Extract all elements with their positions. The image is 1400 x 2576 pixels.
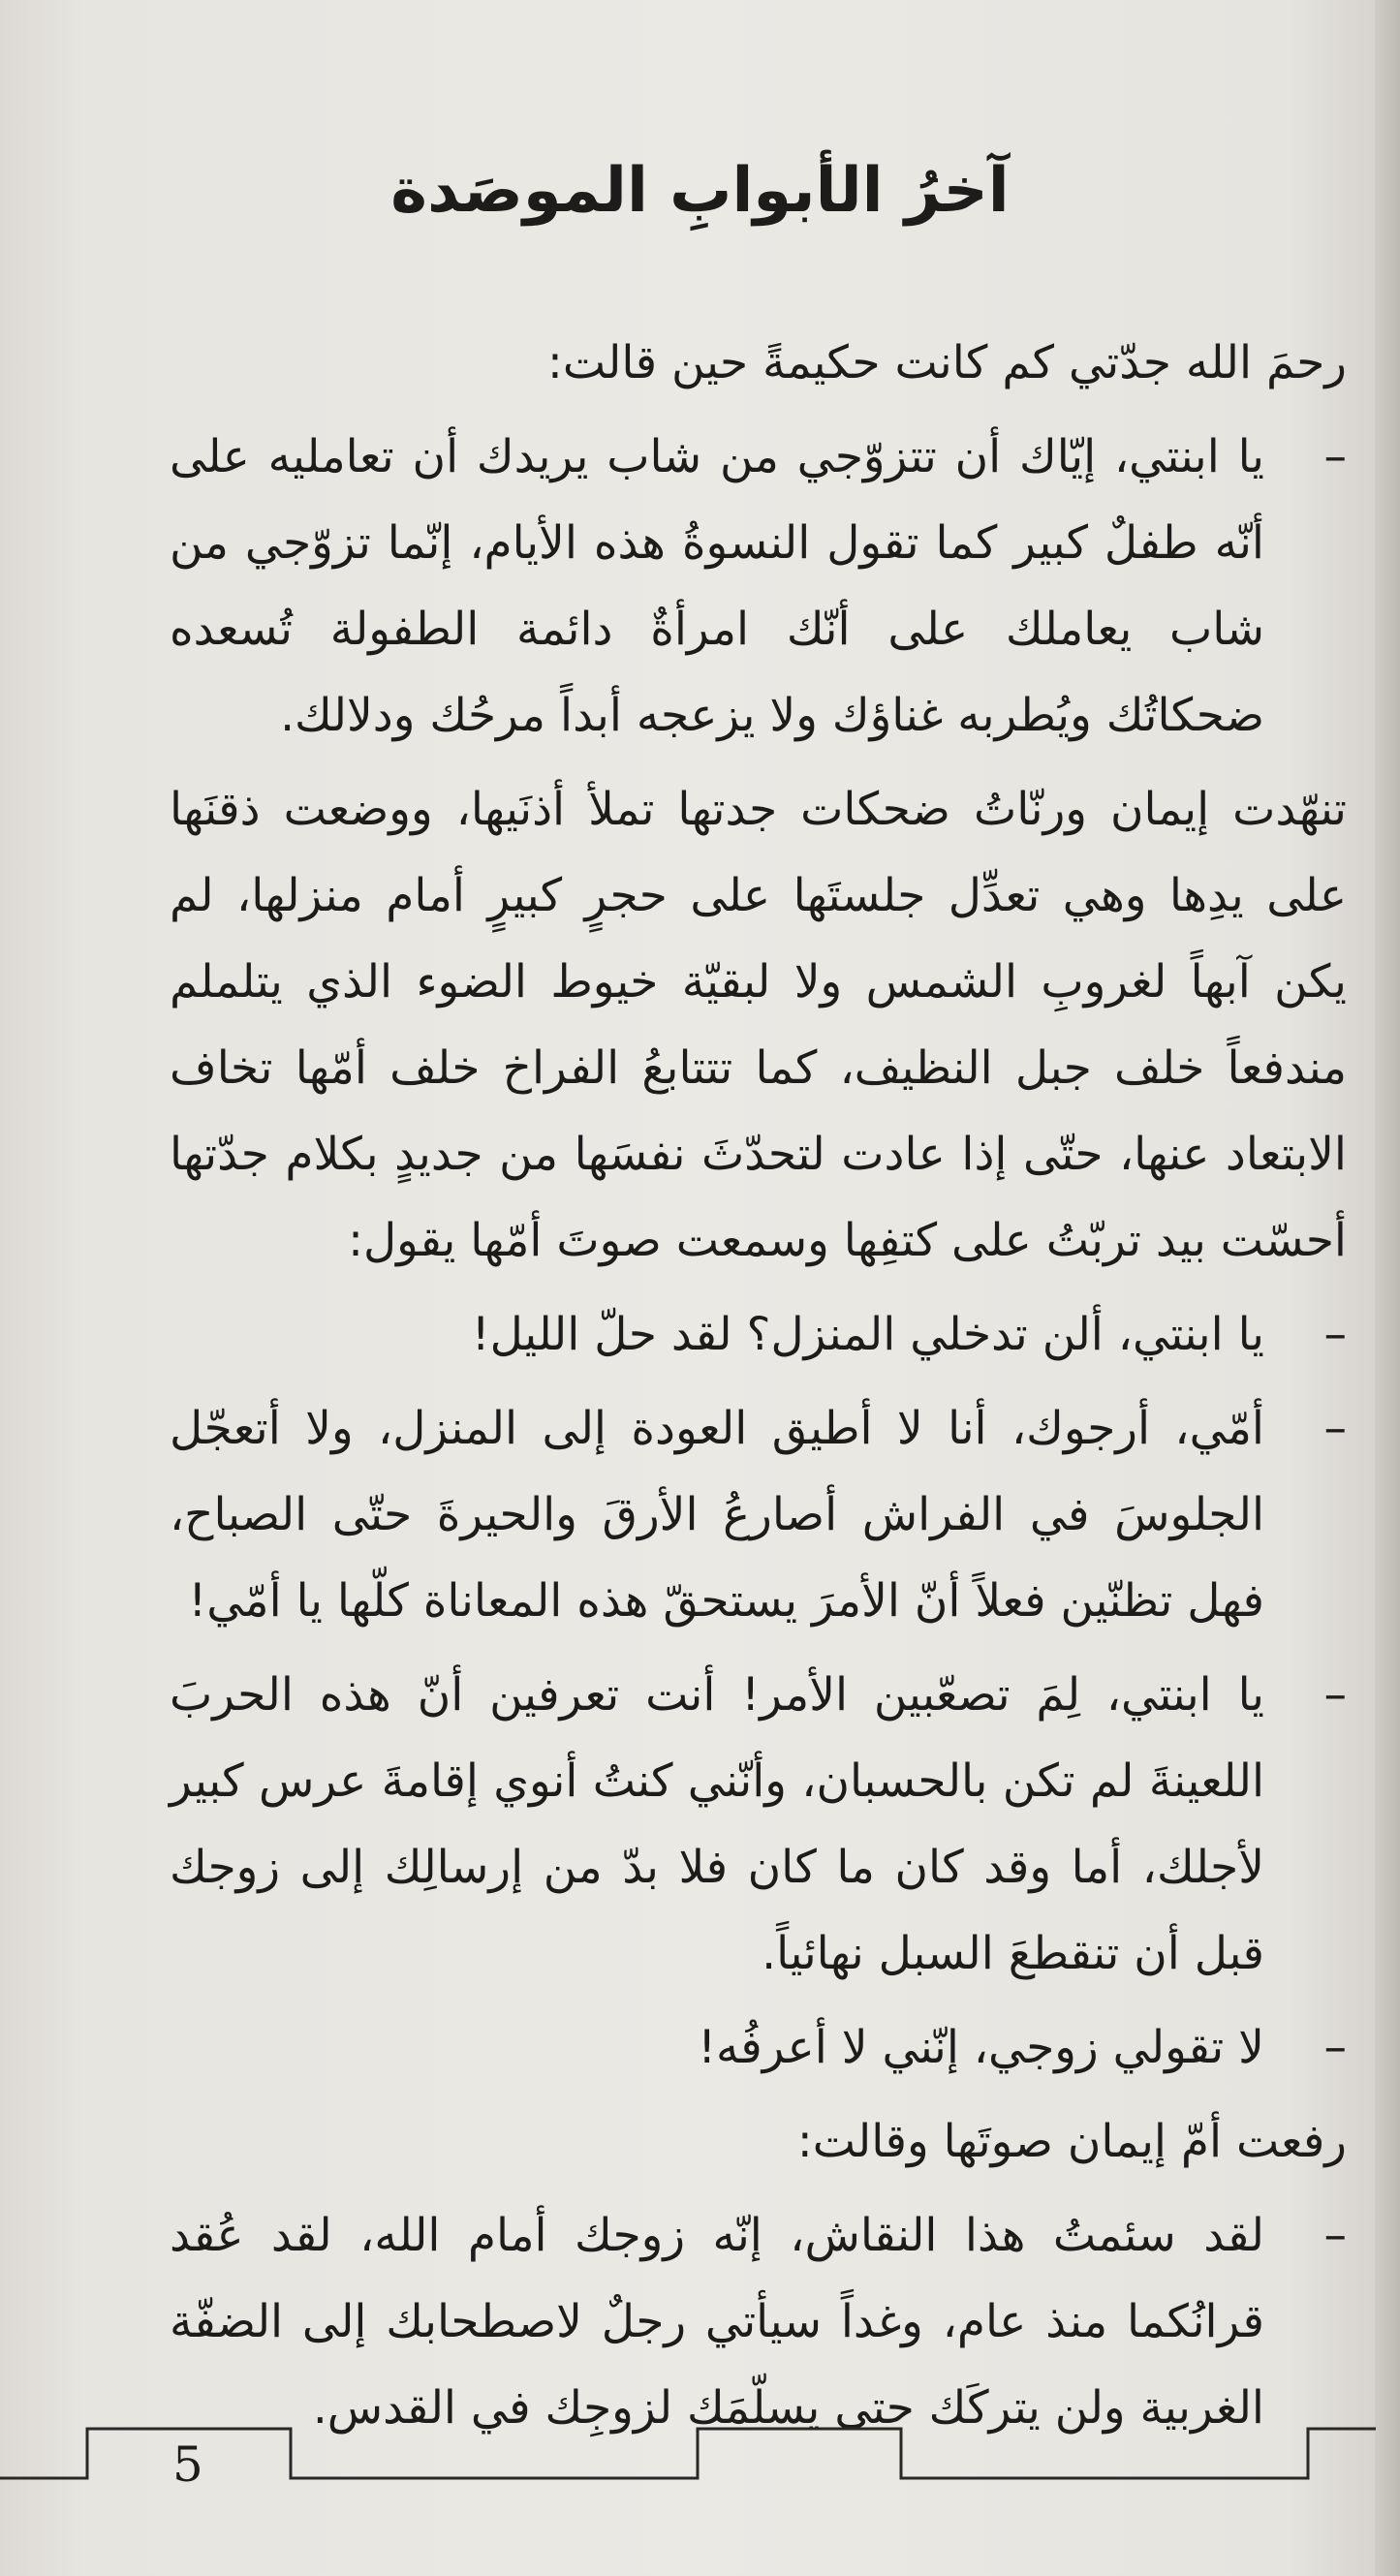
dialogue-text: يا ابنتي، إيّاك أن تتزوّجي من شاب يريدك أن تعامليه على أنّه طفلٌ كبير كما تقول النسوةُ هذه الأيام، إنّما تزوّجي من شاب يعاملك على أنّك امرأةٌ دائمة الطفولة تُسعده ضحكاتُك ويُطربه غناؤك ولا يزعجه أبداً مرحُك ودلالك. <box>170 430 1264 742</box>
dialogue-dash: – <box>1323 2021 1347 2074</box>
dialogue-text: أمّي، أرجوك، أنا لا أطيق العودة إلى المنزل، ولا أتعجّل الجلوسَ في الفراش أصارعُ الأرقَ والحيرةَ حتّى الصباح، فهل تظنّين فعلاً أنّ الأمرَ يستحقّ هذه المعاناة كلّها يا أمّي! <box>170 1402 1264 1628</box>
dialogue-dash: – <box>1323 430 1347 483</box>
dialogue-text: لقد سئمتُ هذا النقاش، إنّه زوجك أمام الله، لقد عُقد قرانُكما منذ عام، وغداً سيأتي رجلٌ لاصطحابك إلى الضفّة الغربية ولن يتركَك حتى يسلّمَك لزوجِك في القدس. <box>170 2209 1264 2435</box>
dialogue-text: يا ابنتي، لِمَ تصعّبين الأمر! أنت تعرفين أنّ هذه الحربَ اللعينةَ لم تكن بالحسبان، وأنّني كنتُ أنوي إقامةَ عرس كبير لأجلك، أما وقد كان ما كان فلا بدّ من إرسالِك إلى زوجك قبل أن تنقطعَ السبل نهائياً. <box>170 1668 1264 1980</box>
dialogue-dash: – <box>1323 1308 1347 1361</box>
chapter-body <box>170 320 1347 2459</box>
book-spine <box>1375 0 1400 2576</box>
dialogue-dash: – <box>1323 1668 1347 1722</box>
narration-paragraph: رفعت أمّ إيمان صوتَها وقالت: <box>796 2115 1347 2168</box>
dialogue-dash: – <box>1323 1402 1347 1455</box>
dialogue-dash: – <box>1323 2209 1347 2262</box>
dialogue-line <box>170 1291 1347 1378</box>
dialogue-line <box>170 1652 1347 1997</box>
narration-paragraph: تنهّدت إيمان ورنّاتُ ضحكات جدتها تملأ أذنَيها، ووضعت ذقنَها على يدِها وهي تعدِّل جلستَها على حجرٍ كبيرٍ أمام منزلها، لم يكن آبهاً لغروبِ الشمس ولا لبقيّة خيوط الضوء الذي يتلملم مندفعاً خلف جبل النظيف، كما تتتابعُ الفراخ خلف أمّها تخاف الابتعاد عنها، حتّى إذا عادت لتحدّثَ نفسَها من جديدٍ بكلام جدّتها أحسّت بيد تربّتُ على كتفِها وسمعت صوتَ أمّها يقول: <box>170 783 1347 1267</box>
dialogue-line <box>170 1385 1347 1644</box>
footer-stepped-line <box>0 2429 1376 2478</box>
page-number: 5 <box>172 2436 203 2493</box>
dialogue-line <box>170 414 1347 759</box>
dialogue-line <box>170 2004 1347 2091</box>
chapter-title: آخرُ الأبوابِ الموصَدة <box>390 155 1010 227</box>
dialogue-text: يا ابنتي، ألن تدخلي المنزل؟ لقد حلّ الليل! <box>471 1308 1264 1361</box>
footer-ornament <box>0 2364 1400 2499</box>
narration-paragraph: رحمَ الله جدّتي كم كانت حكيمةً حين قالت: <box>547 336 1347 389</box>
dialogue-text: لا تقولي زوجي، إنّني لا أعرفُه! <box>698 2021 1264 2074</box>
